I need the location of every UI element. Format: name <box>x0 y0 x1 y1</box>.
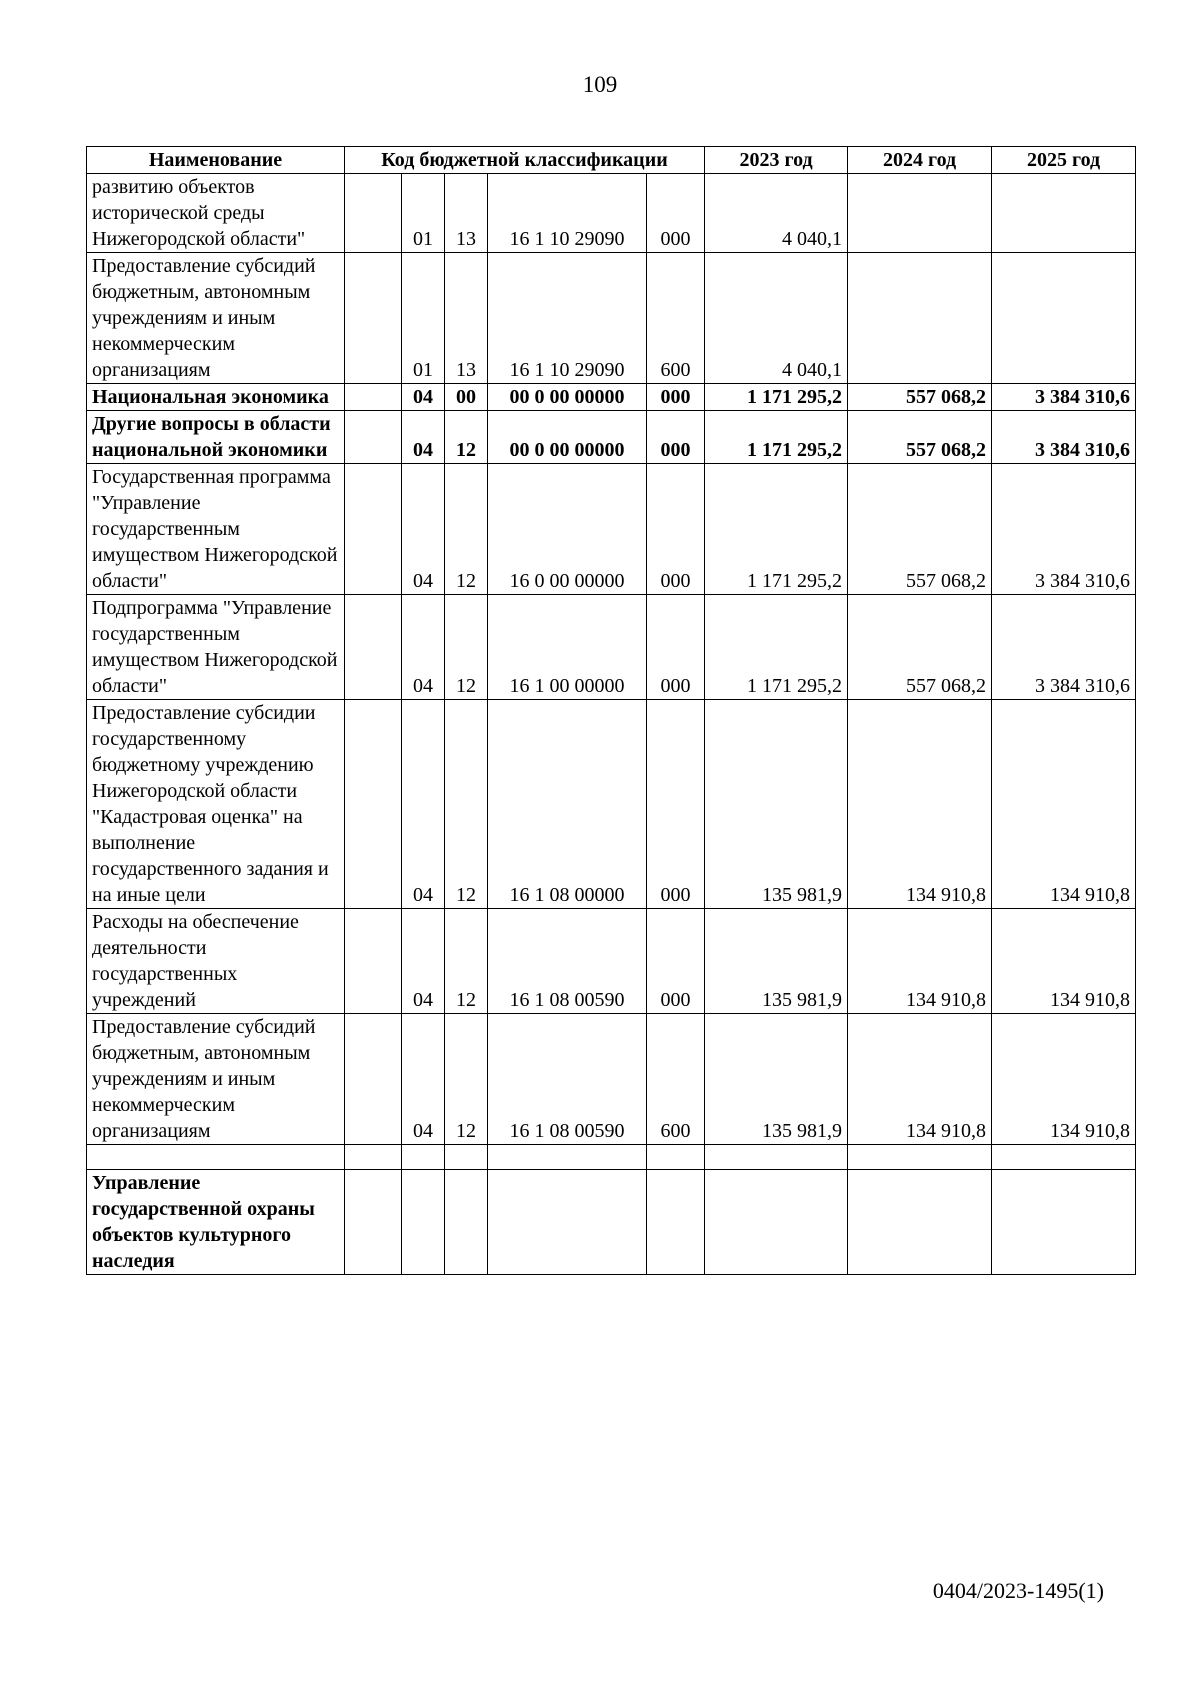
row-name: развитию объектов исторической среды Нижегородской области" <box>87 174 345 253</box>
value-2023: 1 171 295,2 <box>705 384 848 411</box>
code-subsection: 12 <box>445 464 488 595</box>
value-2023: 1 171 295,2 <box>705 464 848 595</box>
row-name <box>87 1145 345 1170</box>
table-row <box>87 411 1136 464</box>
value-2024 <box>848 1145 992 1170</box>
code-expense-type: 000 <box>647 384 705 411</box>
code-subsection: 13 <box>445 253 488 384</box>
value-2024: 557 068,2 <box>848 384 992 411</box>
value-2023: 135 981,9 <box>705 1014 848 1145</box>
code-admin <box>345 384 402 411</box>
row-name: Предоставление субсидий бюджетным, автономным учреждениям и иным некоммерческим организациям <box>87 253 345 384</box>
row-name: Управление государственной охраны объектов культурного наследия <box>87 1170 345 1275</box>
code-admin <box>345 1145 402 1170</box>
table-row <box>87 174 1136 253</box>
header-2025: 2025 год <box>992 147 1136 174</box>
table-row <box>87 909 1136 1014</box>
code-subsection: 12 <box>445 909 488 1014</box>
value-2023: 4 040,1 <box>705 174 848 253</box>
row-name: Расходы на обеспечение деятельности государственных учреждений <box>87 909 345 1014</box>
table-row <box>87 1170 1136 1275</box>
code-admin <box>345 595 402 700</box>
code-admin <box>345 909 402 1014</box>
value-2023 <box>705 1170 848 1275</box>
value-2024: 134 910,8 <box>848 700 992 909</box>
code-target: 00 0 00 00000 <box>488 384 647 411</box>
value-2024: 134 910,8 <box>848 1014 992 1145</box>
code-admin <box>345 1014 402 1145</box>
code-expense-type: 000 <box>647 700 705 909</box>
code-section <box>402 1170 445 1275</box>
value-2024 <box>848 253 992 384</box>
value-2024: 134 910,8 <box>848 909 992 1014</box>
row-name: Другие вопросы в области национальной экономики <box>87 411 345 464</box>
code-expense-type: 600 <box>647 253 705 384</box>
value-2023: 135 981,9 <box>705 909 848 1014</box>
code-section: 04 <box>402 464 445 595</box>
value-2024: 557 068,2 <box>848 464 992 595</box>
value-2025: 134 910,8 <box>992 909 1136 1014</box>
header-name: Наименование <box>87 147 345 174</box>
table-row <box>87 464 1136 595</box>
table-row <box>87 253 1136 384</box>
value-2024: 557 068,2 <box>848 411 992 464</box>
code-subsection <box>445 1170 488 1275</box>
table-row <box>87 384 1136 411</box>
code-expense-type: 000 <box>647 464 705 595</box>
value-2023: 4 040,1 <box>705 253 848 384</box>
code-target: 16 1 10 29090 <box>488 174 647 253</box>
value-2023: 1 171 295,2 <box>705 595 848 700</box>
code-admin <box>345 253 402 384</box>
code-subsection: 12 <box>445 411 488 464</box>
value-2024 <box>848 1170 992 1275</box>
page-number: 109 <box>582 72 618 97</box>
code-expense-type <box>647 1145 705 1170</box>
code-target: 16 1 10 29090 <box>488 253 647 384</box>
value-2025 <box>992 253 1136 384</box>
value-2023: 1 171 295,2 <box>705 411 848 464</box>
code-expense-type <box>647 1170 705 1275</box>
code-target <box>488 1145 647 1170</box>
code-section: 01 <box>402 253 445 384</box>
code-admin <box>345 464 402 595</box>
code-target: 16 1 08 00590 <box>488 1014 647 1145</box>
code-section <box>402 1145 445 1170</box>
value-2025 <box>992 1145 1136 1170</box>
code-subsection: 13 <box>445 174 488 253</box>
code-section: 04 <box>402 1014 445 1145</box>
code-subsection: 00 <box>445 384 488 411</box>
code-section: 01 <box>402 174 445 253</box>
value-2025 <box>992 1170 1136 1275</box>
header-code: Код бюджетной классификации <box>345 147 705 174</box>
value-2025 <box>992 174 1136 253</box>
code-admin <box>345 411 402 464</box>
code-target: 16 1 08 00590 <box>488 909 647 1014</box>
code-target <box>488 1170 647 1275</box>
value-2025: 3 384 310,6 <box>992 464 1136 595</box>
table-row <box>87 1014 1136 1145</box>
table-row <box>87 595 1136 700</box>
code-target: 16 0 00 00000 <box>488 464 647 595</box>
table-row-empty <box>87 1145 1136 1170</box>
code-subsection <box>445 1145 488 1170</box>
code-section: 04 <box>402 411 445 464</box>
table-row <box>87 700 1136 909</box>
code-section: 04 <box>402 595 445 700</box>
code-expense-type: 000 <box>647 595 705 700</box>
code-admin <box>345 174 402 253</box>
header-2024: 2024 год <box>848 147 992 174</box>
code-expense-type: 000 <box>647 411 705 464</box>
code-expense-type: 000 <box>647 909 705 1014</box>
row-name: Подпрограмма "Управление государственным имуществом Нижегородской области" <box>87 595 345 700</box>
code-section: 04 <box>402 384 445 411</box>
code-expense-type: 000 <box>647 174 705 253</box>
code-expense-type: 600 <box>647 1014 705 1145</box>
header-2023: 2023 год <box>705 147 848 174</box>
code-subsection: 12 <box>445 595 488 700</box>
code-target: 16 1 08 00000 <box>488 700 647 909</box>
code-subsection: 12 <box>445 700 488 909</box>
value-2025: 3 384 310,6 <box>992 411 1136 464</box>
row-name: Государственная программа "Управление государственным имуществом Нижегородской области" <box>87 464 345 595</box>
document-registration-code: 0404/2023-1495(1) <box>932 1578 1104 1603</box>
value-2024: 557 068,2 <box>848 595 992 700</box>
code-subsection: 12 <box>445 1014 488 1145</box>
row-name: Национальная экономика <box>87 384 345 411</box>
code-section: 04 <box>402 700 445 909</box>
value-2025: 3 384 310,6 <box>992 595 1136 700</box>
row-name: Предоставление субсидий бюджетным, автономным учреждениям и иным некоммерческим организациям <box>87 1014 345 1145</box>
value-2025: 3 384 310,6 <box>992 384 1136 411</box>
value-2023: 135 981,9 <box>705 700 848 909</box>
value-2025: 134 910,8 <box>992 700 1136 909</box>
value-2025: 134 910,8 <box>992 1014 1136 1145</box>
code-admin <box>345 1170 402 1275</box>
row-name: Предоставление субсидии государственному бюджетному учреждению Нижегородской области "Кадастровая оценка" на выполнение государственного задания и на иные цели <box>87 700 345 909</box>
code-target: 16 1 00 00000 <box>488 595 647 700</box>
code-target: 00 0 00 00000 <box>488 411 647 464</box>
budget-table <box>86 146 1136 1275</box>
header-row <box>87 147 1136 174</box>
code-admin <box>345 700 402 909</box>
value-2024 <box>848 174 992 253</box>
value-2023 <box>705 1145 848 1170</box>
code-section: 04 <box>402 909 445 1014</box>
